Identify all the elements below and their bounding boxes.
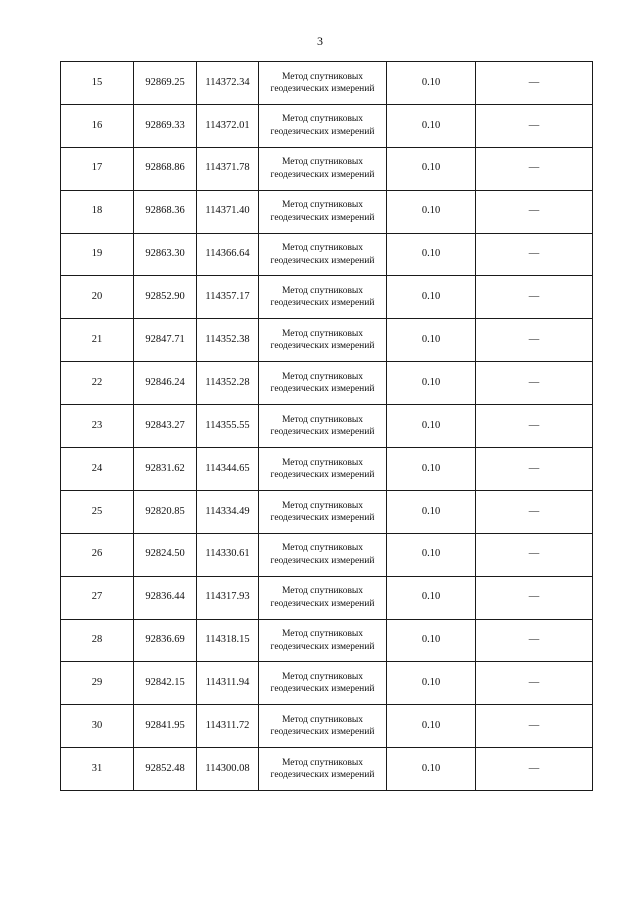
coordinate-x-cell: 92869.25 xyxy=(134,62,197,105)
coordinate-y-cell: 114355.55 xyxy=(197,405,259,448)
description-cell: — xyxy=(476,662,593,705)
method-line-1: Метод спутниковых xyxy=(281,114,364,125)
coordinate-x-cell: 92843.27 xyxy=(134,405,197,448)
point-number-cell: 29 xyxy=(61,662,134,705)
description-cell: — xyxy=(476,362,593,405)
method-cell xyxy=(259,276,387,319)
coordinate-y-cell: 114372.01 xyxy=(197,104,259,147)
method-cell xyxy=(259,104,387,147)
table-row xyxy=(61,619,593,662)
table-row xyxy=(61,319,593,362)
accuracy-cell: 0.10 xyxy=(387,233,476,276)
method-line-2: геодезических измерений xyxy=(270,126,375,137)
accuracy-cell: 0.10 xyxy=(387,362,476,405)
accuracy-cell: 0.10 xyxy=(387,490,476,533)
description-cell: — xyxy=(476,319,593,362)
method-line-1: Метод спутниковых xyxy=(281,286,364,297)
point-number-cell: 27 xyxy=(61,576,134,619)
method-line-2: геодезических измерений xyxy=(270,169,375,180)
method-line-1: Метод спутниковых xyxy=(281,457,364,468)
coordinate-x-cell: 92831.62 xyxy=(134,448,197,491)
coordinate-x-cell: 92847.71 xyxy=(134,319,197,362)
coordinate-y-cell: 114344.65 xyxy=(197,448,259,491)
accuracy-cell: 0.10 xyxy=(387,533,476,576)
accuracy-cell: 0.10 xyxy=(387,576,476,619)
accuracy-cell: 0.10 xyxy=(387,662,476,705)
point-number-cell: 15 xyxy=(61,62,134,105)
table-row xyxy=(61,662,593,705)
point-number-cell: 17 xyxy=(61,147,134,190)
description-cell: — xyxy=(476,405,593,448)
method-line-2: геодезических измерений xyxy=(270,341,375,352)
accuracy-cell: 0.10 xyxy=(387,104,476,147)
method-line-1: Метод спутниковых xyxy=(281,414,364,425)
method-line-2: геодезических измерений xyxy=(270,598,375,609)
method-line-2: геодезических измерений xyxy=(270,770,375,781)
description-cell: — xyxy=(476,147,593,190)
table-row xyxy=(61,576,593,619)
method-cell xyxy=(259,405,387,448)
method-line-1: Метод спутниковых xyxy=(281,714,364,725)
coordinate-y-cell: 114371.40 xyxy=(197,190,259,233)
coordinate-x-cell: 92836.44 xyxy=(134,576,197,619)
coordinate-y-cell: 114366.64 xyxy=(197,233,259,276)
method-line-2: геодезических измерений xyxy=(270,255,375,266)
table-row xyxy=(61,104,593,147)
point-number-cell: 22 xyxy=(61,362,134,405)
coordinate-y-cell: 114311.94 xyxy=(197,662,259,705)
method-cell xyxy=(259,576,387,619)
method-line-1: Метод спутниковых xyxy=(281,672,364,683)
method-cell xyxy=(259,490,387,533)
method-cell xyxy=(259,705,387,748)
point-number-cell: 26 xyxy=(61,533,134,576)
coordinates-table xyxy=(60,61,593,791)
table-row xyxy=(61,448,593,491)
accuracy-cell: 0.10 xyxy=(387,276,476,319)
coordinate-y-cell: 114371.78 xyxy=(197,147,259,190)
method-line-2: геодезических измерений xyxy=(270,298,375,309)
coordinate-x-cell: 92868.86 xyxy=(134,147,197,190)
method-cell xyxy=(259,748,387,791)
coordinate-y-cell: 114300.08 xyxy=(197,748,259,791)
description-cell: — xyxy=(476,276,593,319)
accuracy-cell: 0.10 xyxy=(387,705,476,748)
description-cell: — xyxy=(476,533,593,576)
accuracy-cell: 0.10 xyxy=(387,147,476,190)
accuracy-cell: 0.10 xyxy=(387,405,476,448)
method-line-1: Метод спутниковых xyxy=(281,371,364,382)
method-line-1: Метод спутниковых xyxy=(281,328,364,339)
method-line-1: Метод спутниковых xyxy=(281,200,364,211)
point-number-cell: 23 xyxy=(61,405,134,448)
method-line-2: геодезических измерений xyxy=(270,684,375,695)
accuracy-cell: 0.10 xyxy=(387,448,476,491)
coordinates-table-body xyxy=(61,62,593,791)
point-number-cell: 21 xyxy=(61,319,134,362)
method-cell xyxy=(259,619,387,662)
description-cell: — xyxy=(476,448,593,491)
coordinate-x-cell: 92820.85 xyxy=(134,490,197,533)
method-line-2: геодезических измерений xyxy=(270,384,375,395)
method-line-2: геодезических измерений xyxy=(270,555,375,566)
coordinate-x-cell: 92846.24 xyxy=(134,362,197,405)
coordinate-y-cell: 114318.15 xyxy=(197,619,259,662)
method-line-1: Метод спутниковых xyxy=(281,243,364,254)
table-row xyxy=(61,748,593,791)
method-line-2: геодезических измерений xyxy=(270,212,375,223)
point-number-cell: 25 xyxy=(61,490,134,533)
coordinate-y-cell: 114317.93 xyxy=(197,576,259,619)
coordinate-y-cell: 114352.38 xyxy=(197,319,259,362)
description-cell: — xyxy=(476,104,593,147)
description-cell: — xyxy=(476,576,593,619)
point-number-cell: 16 xyxy=(61,104,134,147)
method-line-2: геодезических измерений xyxy=(270,469,375,480)
method-cell xyxy=(259,147,387,190)
point-number-cell: 20 xyxy=(61,276,134,319)
coordinate-x-cell: 92852.48 xyxy=(134,748,197,791)
method-line-2: геодезических измерений xyxy=(270,427,375,438)
coordinate-x-cell: 92842.15 xyxy=(134,662,197,705)
description-cell: — xyxy=(476,233,593,276)
method-line-1: Метод спутниковых xyxy=(281,586,364,597)
table-row xyxy=(61,190,593,233)
table-row xyxy=(61,405,593,448)
accuracy-cell: 0.10 xyxy=(387,190,476,233)
method-line-2: геодезических измерений xyxy=(270,83,375,94)
table-row xyxy=(61,705,593,748)
table-row xyxy=(61,490,593,533)
description-cell: — xyxy=(476,62,593,105)
point-number-cell: 18 xyxy=(61,190,134,233)
method-line-2: геодезических измерений xyxy=(270,727,375,738)
method-cell xyxy=(259,233,387,276)
accuracy-cell: 0.10 xyxy=(387,319,476,362)
table-row xyxy=(61,276,593,319)
coordinate-y-cell: 114311.72 xyxy=(197,705,259,748)
coordinate-x-cell: 92841.95 xyxy=(134,705,197,748)
coordinate-y-cell: 114330.61 xyxy=(197,533,259,576)
coordinate-y-cell: 114372.34 xyxy=(197,62,259,105)
method-line-1: Метод спутниковых xyxy=(281,71,364,82)
accuracy-cell: 0.10 xyxy=(387,62,476,105)
method-cell xyxy=(259,190,387,233)
point-number-cell: 30 xyxy=(61,705,134,748)
point-number-cell: 28 xyxy=(61,619,134,662)
coordinate-y-cell: 114352.28 xyxy=(197,362,259,405)
method-line-2: геодезических измерений xyxy=(270,512,375,523)
method-cell xyxy=(259,662,387,705)
table-row xyxy=(61,147,593,190)
point-number-cell: 31 xyxy=(61,748,134,791)
accuracy-cell: 0.10 xyxy=(387,748,476,791)
method-line-1: Метод спутниковых xyxy=(281,629,364,640)
method-line-1: Метод спутниковых xyxy=(281,500,364,511)
coordinate-x-cell: 92824.50 xyxy=(134,533,197,576)
description-cell: — xyxy=(476,705,593,748)
coordinate-x-cell: 92863.30 xyxy=(134,233,197,276)
coordinate-y-cell: 114334.49 xyxy=(197,490,259,533)
method-cell xyxy=(259,448,387,491)
page-number: 3 xyxy=(317,34,323,48)
coordinate-x-cell: 92869.33 xyxy=(134,104,197,147)
point-number-cell: 19 xyxy=(61,233,134,276)
method-line-1: Метод спутниковых xyxy=(281,757,364,768)
accuracy-cell: 0.10 xyxy=(387,619,476,662)
point-number-cell: 24 xyxy=(61,448,134,491)
table-row xyxy=(61,362,593,405)
coordinate-x-cell: 92852.90 xyxy=(134,276,197,319)
method-line-1: Метод спутниковых xyxy=(281,157,364,168)
table-row xyxy=(61,62,593,105)
coordinate-x-cell: 92836.69 xyxy=(134,619,197,662)
method-cell xyxy=(259,319,387,362)
description-cell: — xyxy=(476,748,593,791)
description-cell: — xyxy=(476,619,593,662)
method-line-2: геодезических измерений xyxy=(270,641,375,652)
description-cell: — xyxy=(476,190,593,233)
table-row xyxy=(61,533,593,576)
table-row xyxy=(61,233,593,276)
method-cell xyxy=(259,362,387,405)
coordinate-x-cell: 92868.36 xyxy=(134,190,197,233)
description-cell: — xyxy=(476,490,593,533)
method-cell xyxy=(259,62,387,105)
coordinate-y-cell: 114357.17 xyxy=(197,276,259,319)
method-line-1: Метод спутниковых xyxy=(281,543,364,554)
method-cell xyxy=(259,533,387,576)
